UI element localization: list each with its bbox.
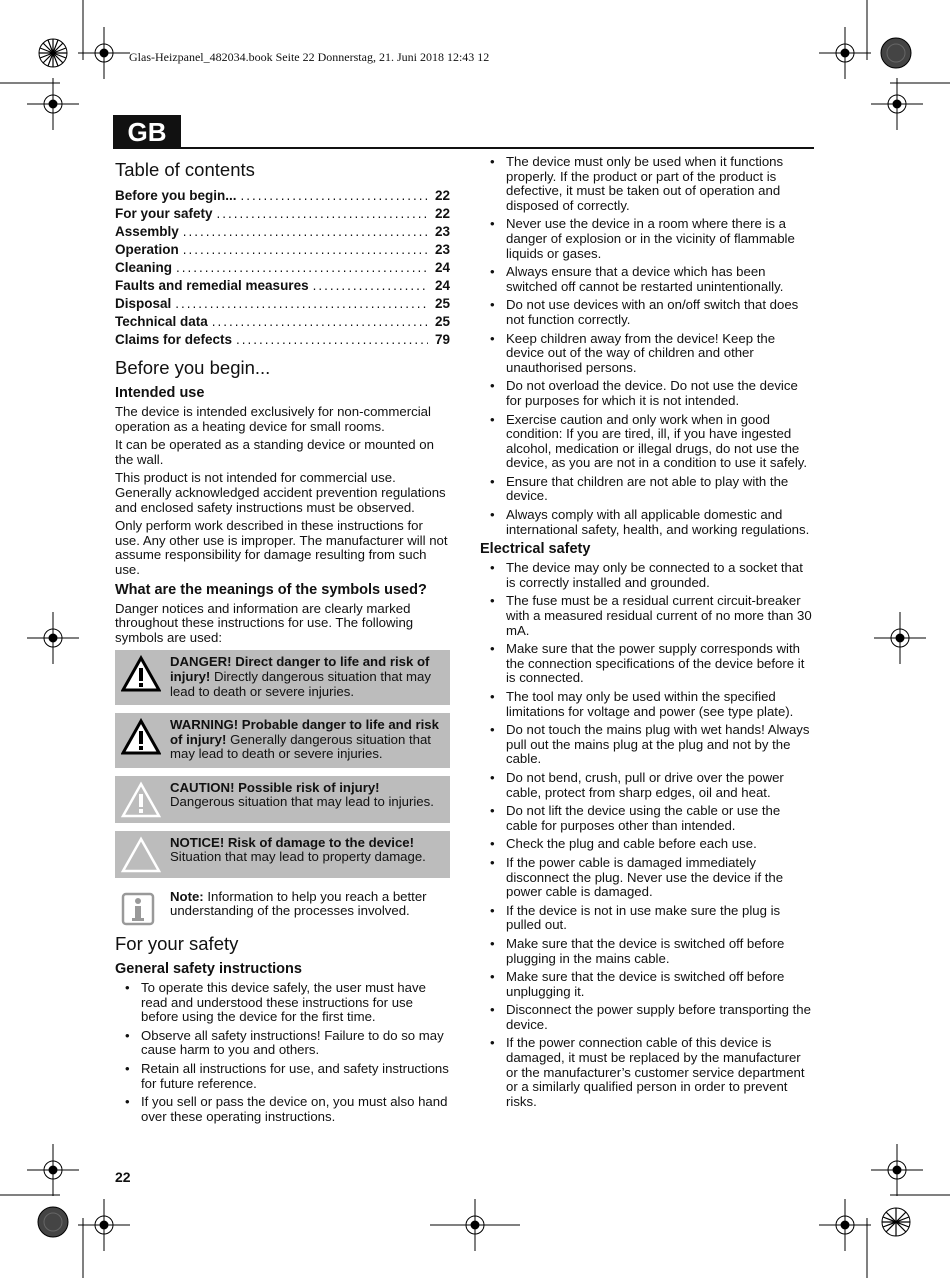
toc-entry[interactable]: Claims for defects ..... 79 bbox=[115, 331, 450, 349]
intended-use-heading: Intended use bbox=[115, 385, 205, 401]
electrical-safety-heading: Electrical safety bbox=[480, 541, 591, 558]
list-item: • Check the plug and cable before each use. bbox=[480, 837, 815, 852]
list-item: • The tool may only be used within the specified limitations for voltage and power (see type plate). bbox=[480, 690, 815, 719]
toc-entry[interactable]: Before you begin... ..... 22 bbox=[115, 187, 450, 205]
warning-triangle-icon bbox=[121, 718, 161, 756]
toc-entry[interactable]: Technical data ..... 25 bbox=[115, 313, 450, 331]
info-note: Note: Information to help you reach a better understanding of the processes involved. bbox=[115, 886, 450, 923]
section-title-before: Before you begin... bbox=[115, 357, 271, 378]
toc-entry[interactable]: Cleaning ..... 24 bbox=[115, 259, 450, 277]
language-tab: GB bbox=[113, 115, 181, 149]
starburst-icon bbox=[39, 39, 67, 67]
list-item: • Always ensure that a device which has been switched off cannot be restarted unintentionally. bbox=[480, 265, 815, 294]
toc-entry[interactable]: Disposal ..... 25 bbox=[115, 295, 450, 313]
header-rule bbox=[181, 147, 814, 149]
list-item: • Ensure that children are not able to play with the device. bbox=[480, 475, 815, 504]
danger-notice: DANGER! Direct danger to life and risk of injury! Directly dangerous situation that may lead to death or severe injuries. bbox=[115, 650, 450, 705]
paragraph: Only perform work described in these instructions for use. Any other use is improper. The manufacturer will not assume responsibility for damage resulting from such use. bbox=[115, 518, 448, 577]
toc-entry[interactable]: Operation ..... 23 bbox=[115, 241, 450, 259]
list-item: • The device may only be connected to a socket that is correctly installed and grounded. bbox=[480, 561, 815, 590]
list-item: • Disconnect the power supply before transporting the device. bbox=[480, 1003, 815, 1032]
danger-triangle-icon bbox=[121, 655, 161, 693]
list-item: • Keep children away from the device! Keep the device out of the way of children and other unauthorised persons. bbox=[480, 332, 815, 376]
list-item: • Always comply with all applicable domestic and international safety, health, and working regulations. bbox=[480, 508, 815, 537]
toc-entry[interactable]: Faults and remedial measures ..... 24 bbox=[115, 277, 450, 295]
list-item: • Retain all instructions for use, and safety instructions for future reference. bbox=[115, 1062, 450, 1091]
list-item: • Make sure that the power supply corresponds with the connection specifications of the device before it is connected. bbox=[480, 642, 815, 686]
electrical-safety-list bbox=[480, 561, 815, 1109]
general-safety-list-continued bbox=[480, 155, 815, 537]
page-number: 22 bbox=[115, 1169, 131, 1185]
toc-title: Table of contents bbox=[115, 159, 255, 180]
paragraph: Danger notices and information are clearly marked throughout these instructions for use. The following symbols are used: bbox=[115, 600, 414, 645]
paragraph: The device is intended exclusively for non-commercial operation as a heating device for small rooms. bbox=[115, 404, 431, 434]
list-item: • Do not bend, crush, pull or drive over the power cable, protect from sharp edges, oil and heat. bbox=[480, 771, 815, 800]
table-of-contents bbox=[115, 187, 450, 349]
list-item: • Exercise caution and only work when in good condition: If you are tired, ill, if you have ingested alcohol, medication or illegal drugs, do not use the device, as you are not in a condition to use it safely. bbox=[480, 413, 815, 471]
general-safety-list bbox=[115, 981, 450, 1124]
list-item: • Make sure that the device is switched off before plugging in the mains cable. bbox=[480, 937, 815, 966]
list-item: • The fuse must be a residual current circuit-breaker with a measured residual current of no more than 30 mA. bbox=[480, 594, 815, 638]
symbols-heading: What are the meanings of the symbols used? bbox=[115, 581, 427, 598]
caution-notice: CAUTION! Possible risk of injury! Dangerous situation that may lead to injuries. bbox=[115, 776, 450, 823]
list-item: • Never use the device in a room where there is a danger of explosion or in the vicinity of flammable liquids or gases. bbox=[480, 217, 815, 261]
info-icon bbox=[121, 892, 155, 926]
list-item: • Do not lift the device using the cable or use the cable for purposes other than intended. bbox=[480, 804, 815, 833]
notice-notice: NOTICE! Risk of damage to the device! Situation that may lead to property damage. bbox=[115, 831, 450, 878]
list-item: • Make sure that the device is switched off before unplugging it. bbox=[480, 970, 815, 999]
section-title-safety: For your safety bbox=[115, 933, 239, 955]
general-safety-heading: General safety instructions bbox=[115, 961, 302, 978]
list-item: • Do not touch the mains plug with wet hands! Always pull out the mains plug at the plug and not by the cable. bbox=[480, 723, 815, 767]
list-item: • Do not overload the device. Do not use the device for purposes for which it is not intended. bbox=[480, 379, 815, 408]
list-item: • If the power cable is damaged immediately disconnect the plug. Never use the device if the power cable is damaged. bbox=[480, 856, 815, 900]
toc-entry[interactable]: For your safety ..... 22 bbox=[115, 205, 450, 223]
list-item: • If the power connection cable of this device is damaged, it must be replaced by the manufacturer or the manufacturer’s customer service department or a similarly qualified person in order to prevent risks. bbox=[480, 1036, 815, 1109]
list-item: • The device must only be used when it functions properly. If the product or part of the product is defective, it must be taken out of operation and disposed of correctly. bbox=[480, 155, 815, 213]
left-column bbox=[115, 155, 450, 1128]
notice-triangle-icon bbox=[121, 836, 161, 874]
list-item: • To operate this device safely, the user must have read and understood these instructions for use before using the device for the first time. bbox=[115, 981, 450, 1025]
right-column bbox=[480, 155, 815, 1113]
list-item: • If the device is not in use make sure the plug is pulled out. bbox=[480, 904, 815, 933]
running-head: Glas-Heizpanel_482034.book Seite 22 Donnerstag, 21. Juni 2018 12:43 12 bbox=[129, 50, 490, 64]
paragraph: This product is not intended for commercial use. Generally acknowledged accident prevention regulations and enclosed safety instructions must be observed. bbox=[115, 470, 446, 515]
list-item: • Do not use devices with an on/off switch that does not function correctly. bbox=[480, 298, 815, 327]
paragraph: It can be operated as a standing device or mounted on the wall. bbox=[115, 437, 434, 467]
list-item: • Observe all safety instructions! Failure to do so may cause harm to you and others. bbox=[115, 1029, 450, 1058]
warning-notice: WARNING! Probable danger to life and risk of injury! Generally dangerous situation that may lead to death or severe injuries. bbox=[115, 713, 450, 768]
toc-entry[interactable]: Assembly ..... 23 bbox=[115, 223, 450, 241]
caution-triangle-icon bbox=[121, 781, 161, 819]
list-item: • If you sell or pass the device on, you must also hand over these operating instructions. bbox=[115, 1095, 450, 1124]
